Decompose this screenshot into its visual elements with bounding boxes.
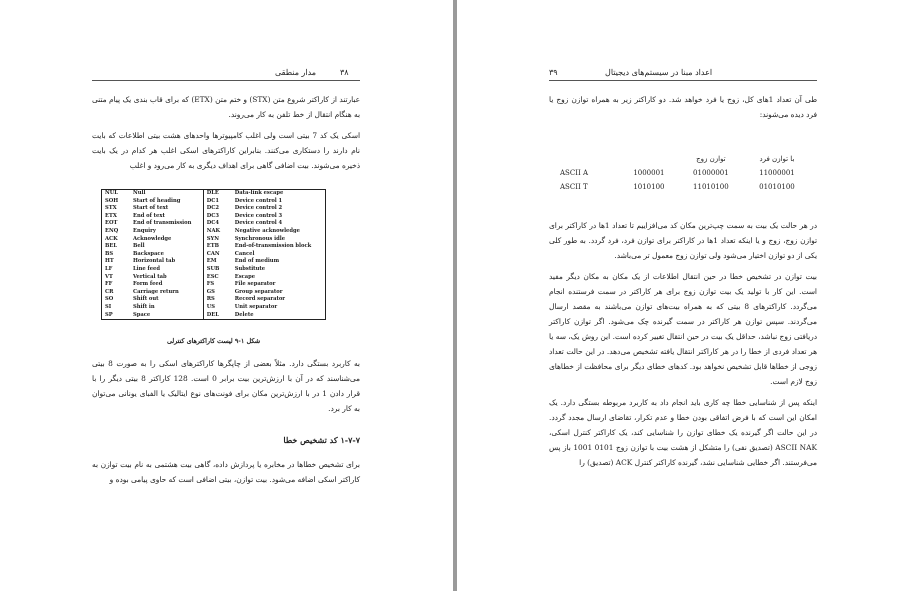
- paragraph: بیت توازن در تشخیص خطا در حین انتقال اطلاعات از یک مکان به مکان دیگر مفید است. این کار با تولید یک بیت توازن زوج برای هر کاراکتر در سمت فرستنده انجام می‌گردد. کاراکترهای 8 بیتی که به همراه بیت‌های توازن می‌باشند به مقصد ارسال می‌گردند. سپس توازن هر کاراکتر در سمت گیرنده چک می‌شود. اگر توازن کاراکتر دریافتی زوج نباشد، حداقل یک بیت در حین انتقال تغییر کرده است. این روش یک، سه یا هر تعداد فردی از خطا را در هر کاراکتر انتقال یافته تشخیص می‌دهد. در این حالت تعداد زوجی از خطاها قابل تشخیص نخواهد بود. کدهای خطای دیگر برای محافظت از خطاهای زوج لازم است.: [549, 272, 818, 386]
- control-code: BS: [105, 250, 114, 257]
- parity-even-code: 01000001: [693, 169, 729, 177]
- parity-header-cell: [560, 152, 620, 166]
- control-table-row: [102, 205, 326, 213]
- control-meaning: Horizontal tab: [133, 258, 176, 265]
- control-table-row: [102, 198, 326, 206]
- paragraph: در هر حالت یک بیت به سمت چپ‌ترین مکان کد می‌افزاییم تا تعداد 1ها در کاراکتر برای توازن زوج، زوج و یا اینکه تعداد 1ها در کاراکتر برای توازن فرد، فرد گردد. به طور کلی یکی از دو توازن اختیار می‌شود ولی توازن زوج معمول تر می‌باشد.: [549, 221, 818, 260]
- control-code: ETB: [203, 243, 232, 251]
- control-table-row: [102, 190, 326, 198]
- control-meaning: End-of-transmission block: [234, 243, 312, 250]
- parity-row: [560, 180, 810, 194]
- paragraph: اینکه پس از شناسایی خطا چه کاری باید انجام داد به کاربرد مربوطه بستگی دارد. یک امکان این است که با فرض اتفاقی بودن خطا و عدم تکرار، تقاضای ارسال مجدد گردد. در این حالت اگر گیرنده یک خطای توازن را شناسایی کند، یک کاراکتر کنترل اسکی، ASCII NAK (تصدیق نفی) را متشکل از هشت بیت با توازن زوج 0101 1001 باز پس می‌فرستند. اگر خطایی شناسایی نشد، گیرنده کاراکتر کنترل ACK (تصدیق) را: [549, 398, 817, 467]
- control-meaning: Substitute: [234, 265, 266, 272]
- control-table-row: [102, 220, 326, 228]
- control-characters-table: [101, 189, 326, 320]
- control-meaning: Shift out: [133, 296, 159, 303]
- control-table-row: [102, 243, 326, 251]
- parity-char-label: ASCII T: [560, 183, 588, 191]
- control-table-row: [102, 312, 326, 320]
- control-code: VT: [105, 273, 113, 280]
- control-code: DC2: [203, 205, 232, 213]
- right-body: [549, 218, 817, 476]
- control-meaning: Escape: [234, 273, 256, 280]
- right-running-title: اعداد مبنا در سیستم‌های دیجیتال: [605, 68, 713, 77]
- control-meaning: Carriage return: [133, 288, 179, 295]
- control-code: STX: [105, 205, 117, 212]
- left-body-middle: [92, 356, 360, 422]
- control-meaning: Device control 3: [234, 212, 283, 219]
- left-header-rule: [92, 80, 360, 81]
- paragraph: به کاربرد بستگی دارد. مثلاً بعضی از چاپگرها کاراکترهای اسکی را به صورت 8 بیتی می‌شناسند که در آن با ارزش‌ترین بیت برابر 0 است. 128 کاراکتر 8 بیتی دیگر را با قرار دادن 1 در با ارزش‌ترین مکان برای فونت‌های نوع ایتالیک یا الفبای یونانی می‌توان به کار برد.: [92, 359, 360, 413]
- control-meaning: Synchronous idle: [234, 235, 286, 242]
- control-meaning: Cancel: [234, 250, 255, 257]
- parity-table: [560, 152, 810, 194]
- left-page: [0, 0, 453, 591]
- parity-char-label: ASCII A: [560, 169, 589, 177]
- left-running-title: مدار منطقی: [275, 68, 317, 77]
- control-table-row: [102, 274, 326, 282]
- control-code: ENQ: [105, 227, 119, 234]
- control-table-row: [102, 281, 326, 289]
- control-meaning: Line feed: [133, 265, 160, 272]
- control-code: DLE: [203, 190, 232, 198]
- control-code: SOH: [105, 197, 119, 204]
- control-meaning: Backspace: [133, 250, 164, 257]
- control-code: DEL: [203, 312, 232, 320]
- parity-header-even: توازن زوج: [696, 155, 726, 163]
- control-code: EM: [203, 258, 232, 266]
- parity-code: 1000001: [633, 169, 665, 177]
- control-meaning: Unit separator: [234, 303, 278, 310]
- right-page-number: ۳۹: [549, 68, 558, 77]
- left-body-top: [92, 92, 360, 179]
- control-meaning: Space: [133, 311, 151, 318]
- control-table-row: [102, 251, 326, 259]
- control-table-row: [102, 213, 326, 221]
- table-caption: شکل ۱-۹ لیست کاراکترهای کنترلی: [166, 338, 260, 345]
- control-meaning: File separator: [234, 281, 276, 288]
- control-meaning: Record separator: [234, 296, 286, 303]
- control-code: DC3: [203, 213, 232, 221]
- control-code: SO: [105, 296, 114, 303]
- control-meaning: End of text: [133, 212, 165, 219]
- control-code: NAK: [203, 228, 232, 236]
- control-code: DC4: [203, 220, 232, 228]
- paragraph: عبارتند از کاراکتر شروع متن (STX) و ختم متن (ETX) که برای قاب بندی یک پیام متنی به هنگام انتقال از خط تلفن به کار می‌روند.: [92, 95, 360, 119]
- control-meaning: Form feed: [133, 281, 163, 288]
- control-meaning: Bell: [133, 243, 145, 250]
- control-meaning: Shift in: [133, 303, 155, 310]
- control-code: HT: [105, 258, 114, 265]
- control-meaning: Delete: [234, 311, 254, 318]
- control-code: SI: [105, 303, 112, 310]
- control-table-row: [102, 228, 326, 236]
- parity-header-odd: با توازن فرد: [759, 155, 795, 163]
- control-table-row: [102, 304, 326, 312]
- control-meaning: Vertical tab: [133, 273, 167, 280]
- paragraph: برای تشخیص خطاها در مخابره یا پردازش داده، گاهی بیت هشتمی به نام بیت توازن به کاراکتر اسکی اضافه می‌شود. بیت توازن، بیتی اضافی است که حاوی پیامی بوده و: [92, 460, 360, 484]
- control-code: US: [203, 304, 232, 312]
- control-meaning: Start of heading: [133, 197, 181, 204]
- control-table-row: [102, 289, 326, 297]
- right-header-rule: [549, 80, 817, 81]
- control-meaning: Device control 2: [234, 205, 283, 212]
- control-meaning: End of transmission: [133, 220, 192, 227]
- control-meaning: Device control 4: [234, 220, 283, 227]
- control-table-row: [102, 236, 326, 244]
- control-code: SUB: [203, 266, 232, 274]
- control-code: LF: [105, 265, 113, 272]
- control-meaning: Start of text: [133, 205, 169, 212]
- control-meaning: Enquiry: [133, 227, 156, 234]
- left-body-bottom: [92, 457, 360, 493]
- control-table-row: [102, 296, 326, 304]
- control-meaning: Acknowledge: [133, 235, 172, 242]
- control-meaning: End of medium: [234, 258, 280, 265]
- control-table-row: [102, 266, 326, 274]
- control-table-row: [102, 258, 326, 266]
- control-code: DC1: [203, 198, 232, 206]
- control-code: CAN: [203, 251, 232, 259]
- control-code: SP: [105, 311, 113, 318]
- control-code: ETX: [105, 212, 117, 219]
- control-code: EOT: [105, 220, 118, 227]
- control-code: ESC: [203, 274, 232, 282]
- left-page-number: ۳۸: [340, 68, 349, 77]
- control-meaning: Group separator: [234, 288, 283, 295]
- control-meaning: Data-link escape: [234, 190, 284, 196]
- control-code: ACK: [105, 235, 118, 242]
- right-intro: طی آن تعداد 1های کل، زوج یا فرد خواهد شد. دو کاراکتر زیر به همراه توازن زوج یا فرد دیده می‌شوند:: [549, 95, 817, 119]
- parity-header-cell: [620, 152, 678, 166]
- parity-odd-code: 01010100: [759, 183, 795, 191]
- parity-row: [560, 166, 810, 180]
- paragraph: اسکی یک کد 7 بیتی است ولی اغلب کامپیوترها واحدهای هشت بیتی اطلاعات که بایت نام دارند را دستکاری می‌کنند. بنابراین کاراکترهای اسکی اغلب هر کدام در یک بایت ذخیره می‌شوند. بیت اضافی گاهی برای اهداف دیگری به کار می‌رود و اغلب: [92, 131, 360, 170]
- control-code: SYN: [203, 236, 232, 244]
- parity-code: 1010100: [633, 183, 665, 191]
- control-code: BEL: [105, 243, 117, 250]
- section-heading: ۱-۷-۷ کد تشخیص خطا: [283, 435, 360, 445]
- control-code: FS: [203, 281, 232, 289]
- parity-even-code: 11010100: [693, 183, 729, 191]
- control-meaning: Device control 1: [234, 197, 283, 204]
- parity-odd-code: 11000001: [759, 169, 795, 177]
- control-meaning: Null: [133, 190, 146, 196]
- control-code: GS: [203, 289, 232, 297]
- control-meaning: Negative acknowledge: [234, 227, 300, 234]
- control-code: FF: [105, 281, 113, 288]
- control-code: RS: [203, 296, 232, 304]
- control-code: NUL: [105, 190, 118, 196]
- parity-header-row: [560, 152, 810, 166]
- control-code: CR: [105, 288, 114, 295]
